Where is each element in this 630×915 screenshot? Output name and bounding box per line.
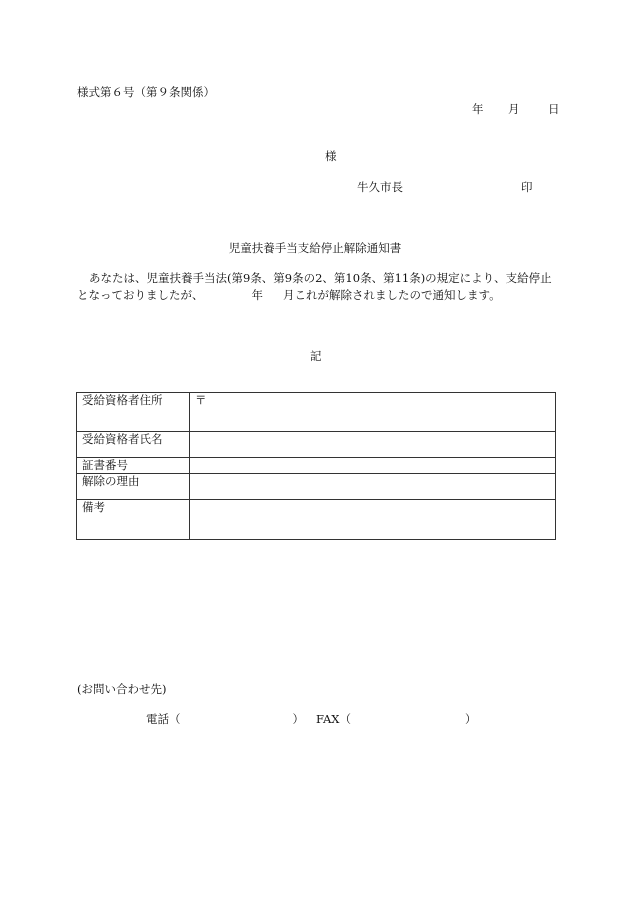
notice-body-part1: あなたは、児童扶養手当法(第9条、第9条の2、第10条、第11条)の規定により、支給停止となっておりましたが、 <box>77 271 552 302</box>
table-row <box>77 458 556 474</box>
notice-body-part2: 月これが解除されましたので通知します。 <box>283 288 501 302</box>
phone-label: 電話（ <box>146 712 181 726</box>
name-label: 受給資格者氏名 <box>77 432 190 458</box>
contact-line <box>146 711 476 727</box>
seal-mark: 印 <box>521 180 533 194</box>
table-row <box>77 474 556 500</box>
certificate-number-label: 証書番号 <box>77 458 190 474</box>
date-line <box>472 101 560 117</box>
address-label: 受給資格者住所 <box>77 393 190 432</box>
table-row <box>77 393 556 432</box>
name-value <box>190 432 556 458</box>
fax-close: ） <box>464 712 477 726</box>
issuer-name: 牛久市長 <box>357 180 403 194</box>
phone-close: ） <box>292 712 304 726</box>
certificate-number-value <box>190 458 556 474</box>
release-reason-value <box>190 474 556 500</box>
date-day-label: 日 <box>548 102 560 116</box>
date-year-label: 年 <box>472 102 484 116</box>
date-month-label: 月 <box>508 102 520 116</box>
table-row <box>77 432 556 458</box>
address-value: 〒 <box>190 393 556 432</box>
table-row <box>77 500 556 540</box>
notice-title: 児童扶養手当支給停止解除通知書 <box>228 241 402 255</box>
notice-body-year: 年 <box>251 288 263 302</box>
issuer-line <box>357 179 533 195</box>
release-reason-label: 解除の理由 <box>77 474 190 500</box>
fax-label: FAX（ <box>316 712 351 726</box>
remarks-label: 備考 <box>77 500 190 540</box>
addressee-honorific: 様 <box>325 149 337 163</box>
notice-body <box>77 270 557 304</box>
contact-label: (お問い合わせ先) <box>77 682 167 696</box>
record-heading: 記 <box>310 349 322 363</box>
remarks-value <box>190 500 556 540</box>
details-table <box>76 392 556 540</box>
form-number: 様式第６号（第９条関係） <box>77 85 215 99</box>
